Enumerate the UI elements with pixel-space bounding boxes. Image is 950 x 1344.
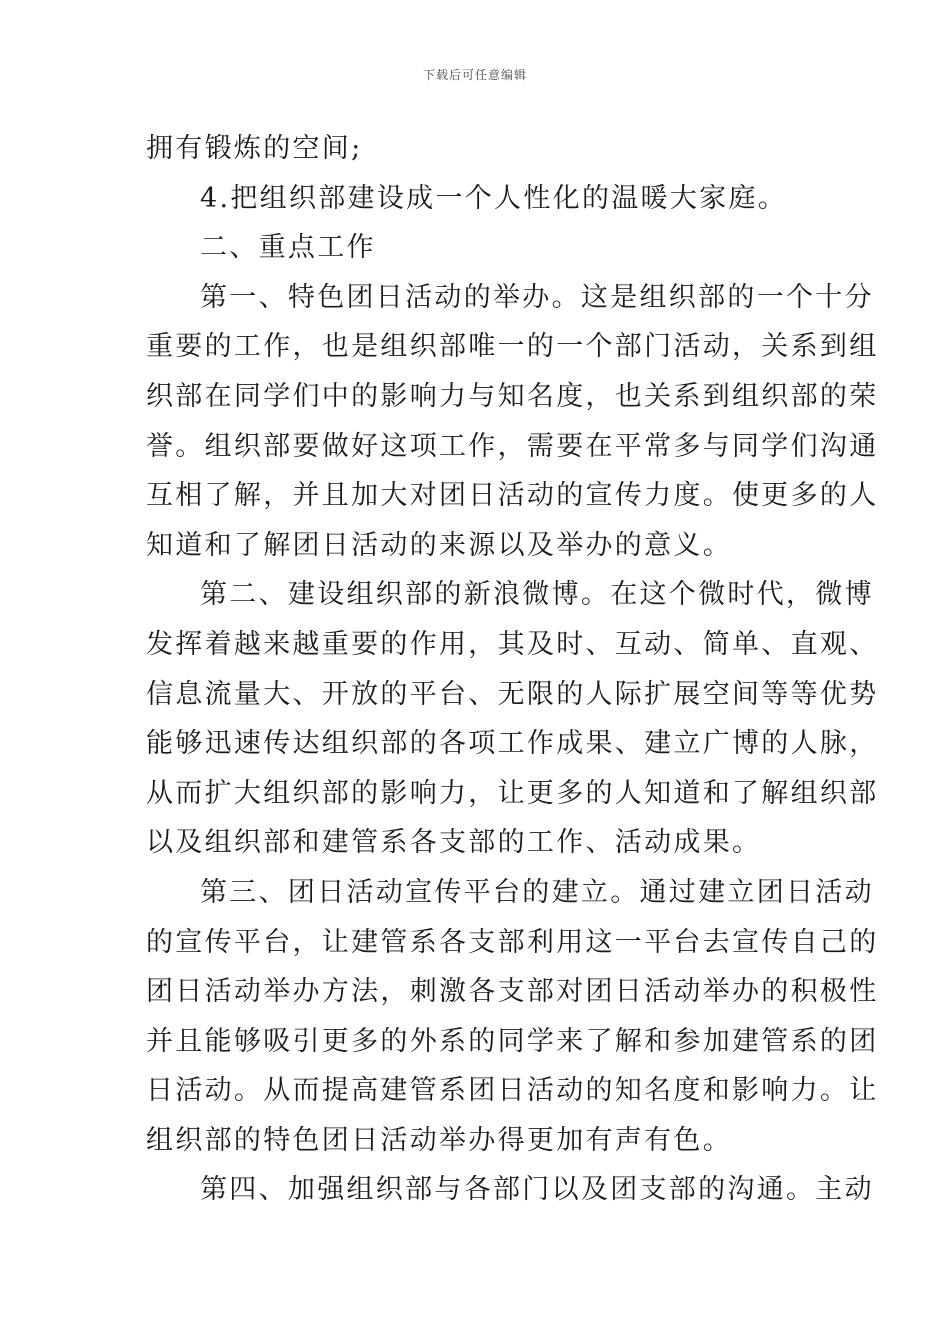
text-line: 从而扩大组织部的影响力，让更多的人知道和了解组织部 — [146, 777, 879, 809]
text-line: 日活动。从而提高建管系团日活动的知名度和影响力。让 — [146, 1075, 879, 1107]
text-line: 知道和了解团日活动的来源以及举办的意义。 — [146, 529, 732, 561]
text-line: 并且能够吸引更多的外系的同学来了解和参加建管系的团 — [146, 1025, 879, 1057]
text-line: 组织部的特色团日活动举办得更加有声有色。 — [146, 1124, 732, 1156]
page-header: 下载后可任意编辑 — [422, 68, 527, 82]
text-line: 第二、建设组织部的新浪微博。在这个微时代，微博 — [200, 579, 874, 611]
text-line: 团日活动举办方法，刺激各支部对团日活动举办的积极性 — [146, 976, 879, 1008]
text-line: 重要的工作，也是组织部唯一的一个部门活动，关系到组 — [146, 331, 879, 363]
text-line: 第四、加强组织部与各部门以及团支部的沟通。主动 — [200, 1174, 874, 1206]
text-line: 信息流量大、开放的平台、无限的人际扩展空间等等优势 — [146, 678, 879, 710]
text-line: 的宣传平台，让建管系各支部利用这一平台去宣传自己的 — [146, 926, 879, 958]
text-line: 第一、特色团日活动的举办。这是组织部的一个十分 — [200, 281, 874, 313]
text-line: 拥有锻炼的空间; — [146, 133, 363, 164]
document-body — [146, 124, 879, 1215]
text-line: 誉。组织部要做好这项工作，需要在平常多与同学们沟通 — [146, 430, 879, 462]
text-line: 互相了解，并且加大对团日活动的宣传力度。使更多的人 — [146, 480, 879, 512]
text-line: 以及组织部和建管系各支部的工作、活动成果。 — [146, 827, 762, 859]
text-line: 发挥着越来越重要的作用，其及时、互动、简单、直观、 — [146, 628, 879, 660]
text-line: 4.把组织部建设成一个人性化的温暖大家庭。 — [200, 182, 788, 214]
text-line: 二、重点工作 — [200, 232, 376, 264]
text-line: 第三、团日活动宣传平台的建立。通过建立团日活动 — [200, 876, 874, 908]
text-line: 能够迅速传达组织部的各项工作成果、建立广博的人脉， — [146, 728, 879, 760]
text-line: 织部在同学们中的影响力与知名度，也关系到组织部的荣 — [146, 380, 879, 412]
